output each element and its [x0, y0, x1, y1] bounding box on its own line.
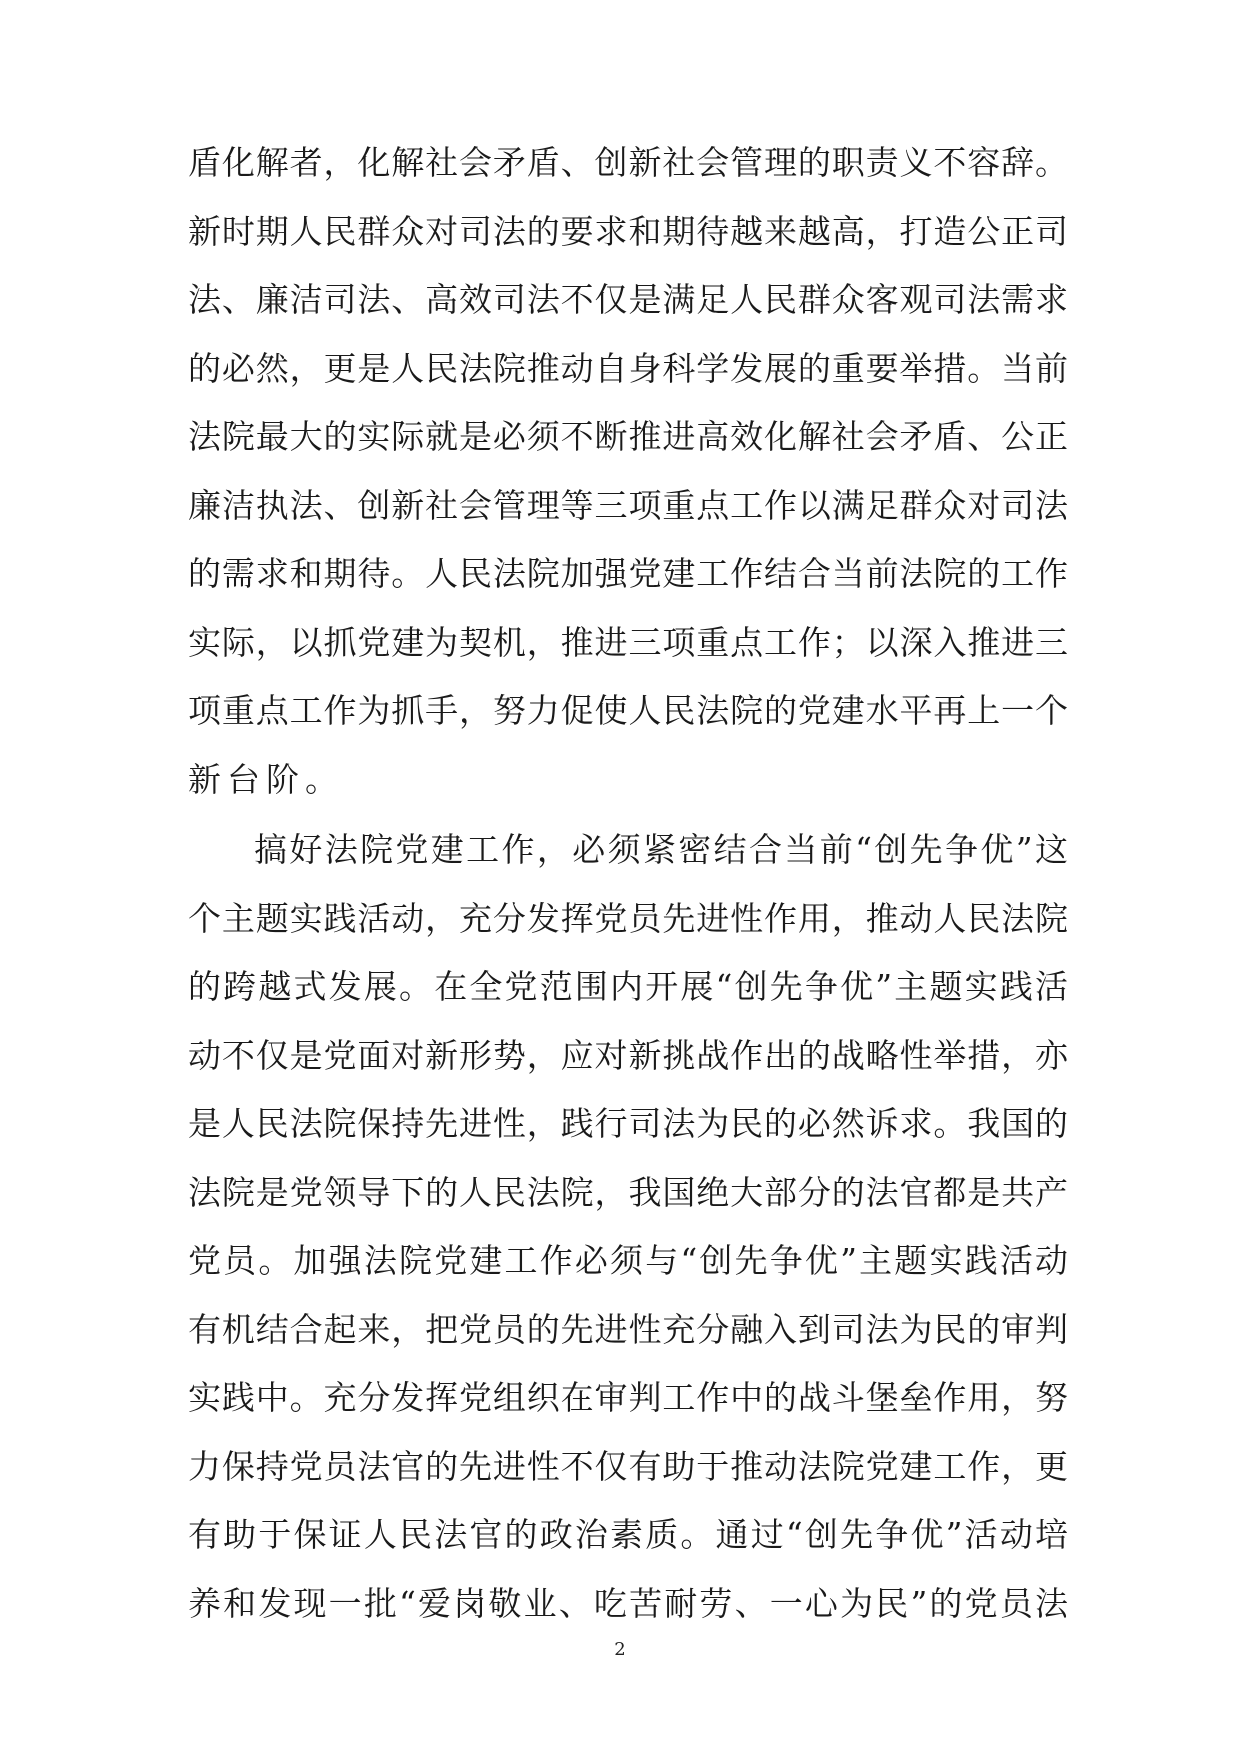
text-line: 法院是党领导下的人民法院，我国绝大部分的法官都是共产 [188, 1172, 1068, 1212]
text-line: 力保持党员法官的先进性不仅有助于推动法院党建工作，更 [188, 1446, 1068, 1486]
document-body [188, 129, 1068, 1638]
text-line: 有机结合起来，把党员的先进性充分融入到司法为民的审判 [188, 1309, 1068, 1349]
text-line: 的必然，更是人民法院推动自身科学发展的重要举措。当前 [188, 348, 1068, 388]
text-line: 盾化解者，化解社会矛盾、创新社会管理的职责义不容辞。 [188, 143, 1068, 182]
text-line: 动不仅是党面对新形势，应对新挑战作出的战略性举措，亦 [188, 1035, 1068, 1075]
text-line: 是人民法院保持先进性，践行司法为民的必然诉求。我国的 [188, 1104, 1068, 1143]
text-line: 个主题实践活动，充分发挥党员先进性作用，推动人民法院 [188, 898, 1068, 938]
text-line: 的跨越式发展。在全党范围内开展“创先争优”主题实践活 [188, 967, 1068, 1006]
text-line: 实践中。充分发挥党组织在审判工作中的战斗堡垒作用，努 [188, 1378, 1068, 1417]
paragraph [188, 129, 1068, 814]
text-line: 实际，以抓党建为契机，推进三项重点工作；以深入推进三 [188, 622, 1068, 662]
text-line: 新时期人民群众对司法的要求和期待越来越高，打造公正司 [188, 211, 1068, 251]
text-line: 廉洁执法、创新社会管理等三项重点工作以满足群众对司法 [188, 485, 1068, 525]
paragraph [188, 816, 1068, 1638]
page-number: 2 [614, 1639, 626, 1660]
text-line: 搞好法院党建工作，必须紧密结合当前“创先争优”这 [254, 830, 1068, 869]
text-line: 法、廉洁司法、高效司法不仅是满足人民群众客观司法需求 [188, 280, 1068, 319]
text-line: 养和发现一批“爱岗敬业、吃苦耐劳、一心为民”的党员法 [188, 1583, 1068, 1623]
text-line: 项重点工作为抓手，努力促使人民法院的党建水平再上一个 [188, 691, 1068, 730]
text-line: 法院最大的实际就是必须不断推进高效化解社会矛盾、公正 [188, 417, 1068, 456]
text-line: 新台阶。 [188, 759, 344, 799]
text-line: 有助于保证人民法官的政治素质。通过“创先争优”活动培 [188, 1515, 1068, 1554]
text-line: 党员。加强法院党建工作必须与“创先争优”主题实践活动 [188, 1241, 1068, 1280]
text-line: 的需求和期待。人民法院加强党建工作结合当前法院的工作 [188, 554, 1068, 593]
